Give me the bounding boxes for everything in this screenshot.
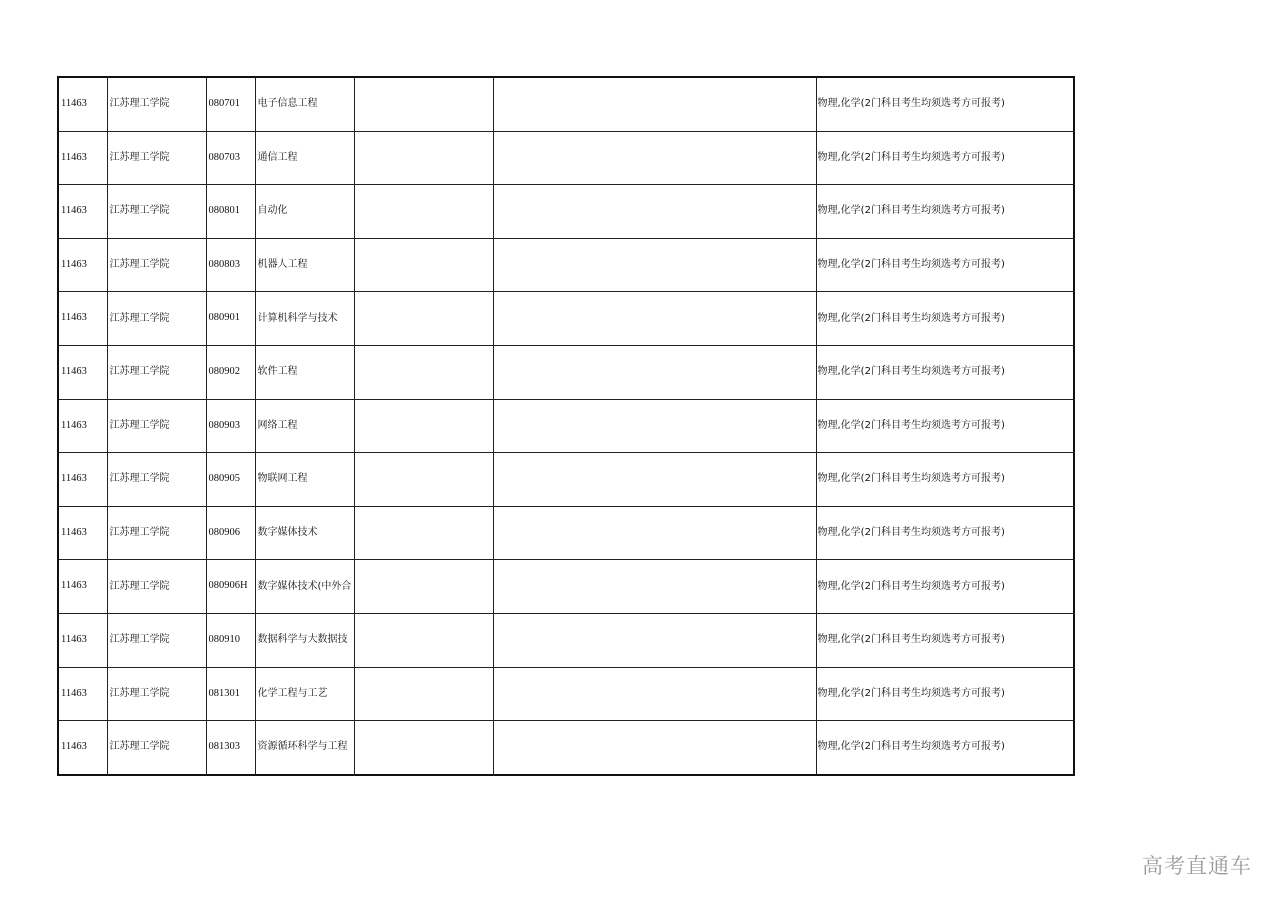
table-row [58,721,1074,775]
major-code-cell: 080901 [206,292,255,346]
major-code-cell: 081303 [206,721,255,775]
school-name-cell: 江苏理工学院 [107,667,206,721]
note-cell [354,560,493,614]
table-row [58,185,1074,239]
school-name-cell: 江苏理工学院 [107,721,206,775]
major-code-cell: 080703 [206,131,255,185]
school-code-cell: 11463 [58,185,107,239]
subject-requirement-cell: 物理,化学(2门科目考生均须选考方可报考) [816,721,1074,775]
school-name-cell: 江苏理工学院 [107,292,206,346]
table-row [58,453,1074,507]
note-cell [354,399,493,453]
school-name-cell: 江苏理工学院 [107,345,206,399]
school-code-cell: 11463 [58,77,107,131]
table-row [58,131,1074,185]
school-code-cell: 11463 [58,667,107,721]
subject-requirement-cell: 物理,化学(2门科目考生均须选考方可报考) [816,345,1074,399]
note-cell [354,721,493,775]
school-name-cell: 江苏理工学院 [107,185,206,239]
major-code-cell: 080902 [206,345,255,399]
school-name-cell: 江苏理工学院 [107,399,206,453]
major-code-cell: 080903 [206,399,255,453]
school-code-cell: 11463 [58,453,107,507]
school-code-cell: 11463 [58,131,107,185]
major-code-cell: 080910 [206,613,255,667]
major-name-cell: 化学工程与工艺 [255,667,354,721]
subject-requirement-cell: 物理,化学(2门科目考生均须选考方可报考) [816,506,1074,560]
subject-requirement-cell: 物理,化学(2门科目考生均须选考方可报考) [816,77,1074,131]
major-code-cell: 080906H [206,560,255,614]
school-code-cell: 11463 [58,292,107,346]
table-row [58,399,1074,453]
watermark-text: 高考直通车 [1142,854,1252,878]
note-cell [354,185,493,239]
table-row [58,345,1074,399]
extra-cell [493,667,816,721]
major-name-cell: 数据科学与大数据技 [255,613,354,667]
school-code-cell: 11463 [58,345,107,399]
subject-requirement-cell: 物理,化学(2门科目考生均须选考方可报考) [816,453,1074,507]
major-code-cell: 080906 [206,506,255,560]
school-name-cell: 江苏理工学院 [107,131,206,185]
extra-cell [493,453,816,507]
major-name-cell: 网络工程 [255,399,354,453]
note-cell [354,77,493,131]
school-code-cell: 11463 [58,506,107,560]
subject-requirement-cell: 物理,化学(2门科目考生均须选考方可报考) [816,292,1074,346]
note-cell [354,292,493,346]
school-name-cell: 江苏理工学院 [107,238,206,292]
school-name-cell: 江苏理工学院 [107,560,206,614]
table-row [58,613,1074,667]
subject-requirement-cell: 物理,化学(2门科目考生均须选考方可报考) [816,131,1074,185]
table-body [58,77,1074,775]
note-cell [354,131,493,185]
note-cell [354,238,493,292]
subject-requirement-cell: 物理,化学(2门科目考生均须选考方可报考) [816,667,1074,721]
table-row [58,560,1074,614]
extra-cell [493,560,816,614]
major-code-cell: 081301 [206,667,255,721]
extra-cell [493,721,816,775]
major-name-cell: 机器人工程 [255,238,354,292]
note-cell [354,345,493,399]
note-cell [354,453,493,507]
extra-cell [493,399,816,453]
major-name-cell: 通信工程 [255,131,354,185]
note-cell [354,667,493,721]
extra-cell [493,345,816,399]
major-code-cell: 080803 [206,238,255,292]
table-row [58,292,1074,346]
extra-cell [493,131,816,185]
major-code-cell: 080905 [206,453,255,507]
major-name-cell: 计算机科学与技术 [255,292,354,346]
school-code-cell: 11463 [58,560,107,614]
subject-requirement-cell: 物理,化学(2门科目考生均须选考方可报考) [816,560,1074,614]
table-row [58,77,1074,131]
extra-cell [493,238,816,292]
subject-requirement-cell: 物理,化学(2门科目考生均须选考方可报考) [816,399,1074,453]
table-row [58,667,1074,721]
extra-cell [493,292,816,346]
subject-requirement-cell: 物理,化学(2门科目考生均须选考方可报考) [816,238,1074,292]
major-name-cell: 物联网工程 [255,453,354,507]
school-code-cell: 11463 [58,613,107,667]
school-code-cell: 11463 [58,238,107,292]
note-cell [354,613,493,667]
school-name-cell: 江苏理工学院 [107,506,206,560]
major-name-cell: 数字媒体技术(中外合 [255,560,354,614]
table-row [58,506,1074,560]
school-name-cell: 江苏理工学院 [107,77,206,131]
subject-requirements-table [57,76,1075,776]
extra-cell [493,77,816,131]
major-name-cell: 电子信息工程 [255,77,354,131]
school-name-cell: 江苏理工学院 [107,613,206,667]
major-code-cell: 080801 [206,185,255,239]
school-code-cell: 11463 [58,721,107,775]
major-name-cell: 数字媒体技术 [255,506,354,560]
note-cell [354,506,493,560]
extra-cell [493,185,816,239]
extra-cell [493,506,816,560]
extra-cell [493,613,816,667]
school-code-cell: 11463 [58,399,107,453]
subject-requirement-cell: 物理,化学(2门科目考生均须选考方可报考) [816,185,1074,239]
major-code-cell: 080701 [206,77,255,131]
subject-requirement-cell: 物理,化学(2门科目考生均须选考方可报考) [816,613,1074,667]
major-name-cell: 自动化 [255,185,354,239]
table-row [58,238,1074,292]
major-name-cell: 软件工程 [255,345,354,399]
school-name-cell: 江苏理工学院 [107,453,206,507]
major-name-cell: 资源循环科学与工程 [255,721,354,775]
